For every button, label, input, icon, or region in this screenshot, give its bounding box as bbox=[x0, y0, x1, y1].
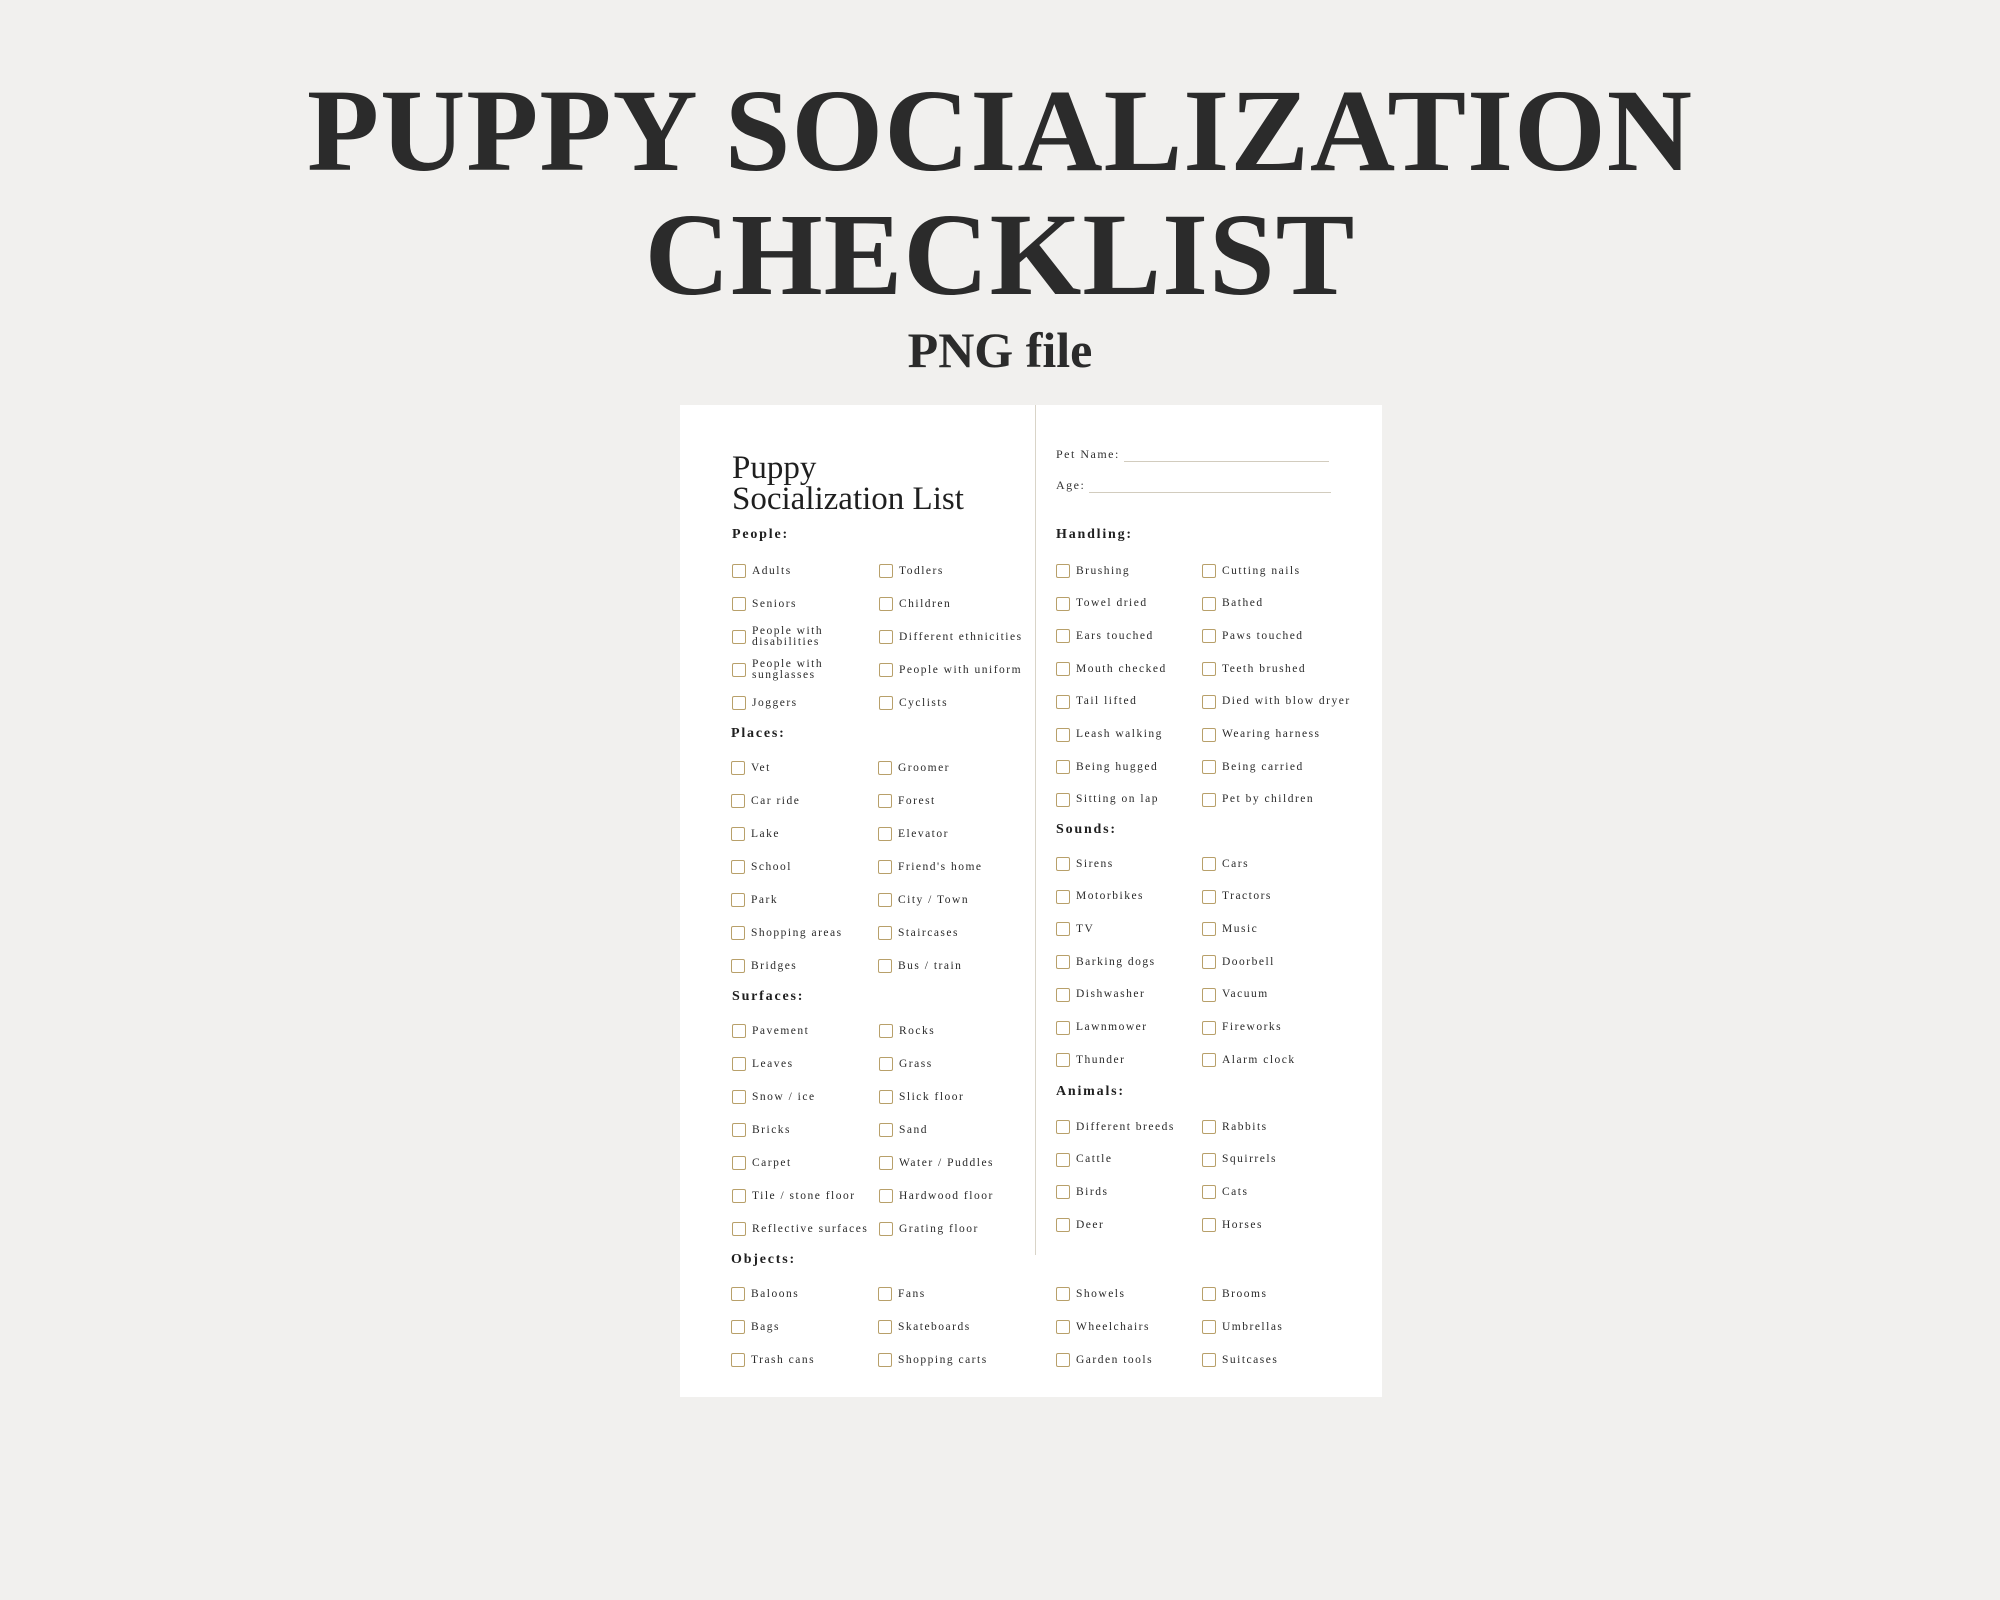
checklist-item-label: Bricks bbox=[752, 1123, 792, 1136]
checklist-item-sounds[interactable] bbox=[1056, 1011, 1206, 1045]
checkbox[interactable] bbox=[732, 564, 746, 578]
checklist-item-surfaces[interactable] bbox=[732, 1014, 882, 1048]
checklist-item-label: Water / Puddles bbox=[899, 1156, 995, 1169]
file-type-subtitle: PNG file bbox=[907, 322, 1093, 378]
section-title-people: People: bbox=[732, 527, 789, 542]
checklist-item-handling[interactable] bbox=[1202, 685, 1352, 719]
checklist-item-places[interactable] bbox=[731, 949, 881, 983]
checklist-item-animals[interactable] bbox=[1056, 1208, 1206, 1242]
checklist-item-people[interactable] bbox=[879, 587, 1029, 621]
checkbox[interactable] bbox=[1202, 1053, 1216, 1067]
checkbox[interactable] bbox=[732, 1156, 746, 1170]
checkbox[interactable] bbox=[1202, 955, 1216, 969]
checkbox[interactable] bbox=[731, 893, 745, 907]
checklist-item-label: Umbrellas bbox=[1222, 1320, 1284, 1333]
checklist-item-sounds[interactable] bbox=[1056, 880, 1206, 914]
checkbox[interactable] bbox=[1202, 728, 1216, 742]
checklist-item-surfaces[interactable] bbox=[732, 1179, 882, 1213]
checklist-item-places[interactable] bbox=[731, 784, 881, 818]
checkbox[interactable] bbox=[879, 1057, 893, 1071]
age-input-line[interactable] bbox=[1089, 480, 1331, 493]
checkbox[interactable] bbox=[1202, 988, 1216, 1002]
sheet-title-line-2: Socialization List bbox=[732, 481, 964, 517]
checklist-item-label: Staircases bbox=[898, 926, 959, 939]
checklist-item-label: Wheelchairs bbox=[1076, 1320, 1150, 1333]
checklist-item-label: Vet bbox=[751, 761, 771, 774]
checklist-item-label: Motorbikes bbox=[1076, 890, 1145, 903]
checkbox[interactable] bbox=[1056, 760, 1070, 774]
checkbox[interactable] bbox=[879, 1024, 893, 1038]
checkbox[interactable] bbox=[731, 860, 745, 874]
checklist-item-handling[interactable] bbox=[1202, 652, 1352, 686]
checklist-item-surfaces[interactable] bbox=[879, 1113, 1029, 1147]
age-label: Age: bbox=[1056, 478, 1086, 492]
checkbox[interactable] bbox=[732, 696, 746, 710]
checklist-item-places[interactable] bbox=[878, 883, 1028, 917]
checklist-item-label: Garden tools bbox=[1076, 1353, 1154, 1366]
checklist-item-label: Rocks bbox=[899, 1024, 936, 1037]
checkbox[interactable] bbox=[1056, 629, 1070, 643]
checkbox[interactable] bbox=[1056, 1021, 1070, 1035]
checklist-item-label: Groomer bbox=[898, 761, 951, 774]
checkbox[interactable] bbox=[879, 696, 893, 710]
checklist-item-label: Carpet bbox=[752, 1156, 792, 1169]
checklist-item-surfaces[interactable] bbox=[732, 1047, 882, 1081]
checklist-item-places[interactable] bbox=[878, 949, 1028, 983]
checkbox[interactable] bbox=[879, 630, 893, 644]
checklist-item-objects[interactable] bbox=[1056, 1310, 1206, 1344]
checkbox[interactable] bbox=[1056, 793, 1070, 807]
checklist-item-label: Showels bbox=[1076, 1287, 1126, 1300]
checklist-item-handling[interactable] bbox=[1056, 587, 1206, 621]
checkbox[interactable] bbox=[878, 1320, 892, 1334]
checklist-item-objects[interactable] bbox=[1202, 1277, 1352, 1311]
checkbox[interactable] bbox=[1056, 1287, 1070, 1301]
pet-name-field[interactable] bbox=[1056, 447, 1329, 462]
checkbox[interactable] bbox=[878, 761, 892, 775]
checklist-item-label: Cars bbox=[1222, 857, 1250, 870]
checklist-item-label: People with sunglasses bbox=[752, 658, 824, 681]
checkbox[interactable] bbox=[731, 794, 745, 808]
checkbox[interactable] bbox=[1202, 662, 1216, 676]
checklist-item-label: Cattle bbox=[1076, 1153, 1113, 1166]
section-title-animals: Animals: bbox=[1056, 1084, 1125, 1099]
checklist-item-label: Wearing harness bbox=[1222, 728, 1321, 740]
checklist-item-people[interactable] bbox=[732, 620, 882, 654]
checklist-item-label: Being carried bbox=[1222, 760, 1304, 773]
checkbox[interactable] bbox=[879, 1156, 893, 1170]
checklist-item-places[interactable] bbox=[878, 850, 1028, 884]
checklist-item-objects[interactable] bbox=[878, 1310, 1028, 1344]
age-field[interactable] bbox=[1056, 478, 1331, 493]
checkbox[interactable] bbox=[1202, 1153, 1216, 1167]
section-title-sounds: Sounds: bbox=[1056, 822, 1117, 837]
checkbox[interactable] bbox=[1056, 890, 1070, 904]
checklist-item-handling[interactable] bbox=[1056, 750, 1206, 784]
checklist-item-label: Hardwood floor bbox=[899, 1189, 994, 1202]
checklist-item-label: City / Town bbox=[898, 893, 970, 906]
checklist-item-handling[interactable] bbox=[1202, 554, 1352, 588]
checklist-item-label: People with uniform bbox=[899, 663, 1023, 676]
checklist-item-label: Slick floor bbox=[899, 1090, 965, 1103]
checklist-item-label: Car ride bbox=[751, 794, 801, 807]
checkbox[interactable] bbox=[1202, 922, 1216, 936]
checkbox[interactable] bbox=[1202, 1185, 1216, 1199]
checkbox[interactable] bbox=[732, 1222, 746, 1236]
checkbox[interactable] bbox=[731, 1353, 745, 1367]
checklist-item-label: Ears touched bbox=[1076, 629, 1154, 642]
checkbox[interactable] bbox=[1056, 955, 1070, 969]
checkbox[interactable] bbox=[1056, 695, 1070, 709]
checkbox[interactable] bbox=[878, 1353, 892, 1367]
checklist-item-label: Lake bbox=[751, 827, 780, 840]
checklist-item-label: Leaves bbox=[752, 1057, 794, 1070]
checklist-item-label: Brooms bbox=[1222, 1287, 1268, 1300]
checkbox[interactable] bbox=[731, 926, 745, 940]
checkbox[interactable] bbox=[1056, 857, 1070, 871]
checklist-item-people[interactable] bbox=[732, 686, 882, 720]
checklist-item-label: Towel dried bbox=[1076, 597, 1148, 610]
checklist-item-people[interactable] bbox=[879, 554, 1029, 588]
checklist-item-surfaces[interactable] bbox=[879, 1146, 1029, 1180]
checklist-item-label: Different breeds bbox=[1076, 1120, 1175, 1133]
checkbox[interactable] bbox=[1056, 728, 1070, 742]
checklist-item-sounds[interactable] bbox=[1202, 912, 1352, 946]
checklist-item-label: Leash walking bbox=[1076, 728, 1163, 740]
checkbox[interactable] bbox=[732, 1024, 746, 1038]
checkbox[interactable] bbox=[1056, 922, 1070, 936]
checklist-item-sounds[interactable] bbox=[1202, 880, 1352, 914]
sheet-title bbox=[732, 450, 964, 517]
checklist-item-sounds[interactable] bbox=[1202, 847, 1352, 881]
checklist-item-label: School bbox=[751, 860, 792, 873]
checklist-item-label: TV bbox=[1076, 922, 1095, 935]
checklist-item-sounds[interactable] bbox=[1056, 978, 1206, 1012]
checklist-item-label: Tile / stone floor bbox=[752, 1189, 856, 1202]
checklist-item-sounds[interactable] bbox=[1202, 1043, 1352, 1077]
checklist-item-label: Park bbox=[751, 893, 779, 906]
checkbox[interactable] bbox=[732, 1057, 746, 1071]
checklist-item-places[interactable] bbox=[731, 850, 881, 884]
checklist-item-handling[interactable] bbox=[1202, 718, 1352, 752]
checkbox[interactable] bbox=[1202, 564, 1216, 578]
checklist-item-handling[interactable] bbox=[1202, 750, 1352, 784]
main-title-line-2: CHECKLIST bbox=[644, 189, 1356, 320]
checklist-item-handling[interactable] bbox=[1056, 685, 1206, 719]
checkbox[interactable] bbox=[879, 1123, 893, 1137]
checklist-item-places[interactable] bbox=[731, 751, 881, 785]
checklist-item-surfaces[interactable] bbox=[879, 1014, 1029, 1048]
checklist-item-sounds[interactable] bbox=[1056, 847, 1206, 881]
checklist-item-label: Music bbox=[1222, 922, 1259, 935]
checklist-item-label: Birds bbox=[1076, 1185, 1109, 1198]
checkbox[interactable] bbox=[878, 1287, 892, 1301]
checklist-item-animals[interactable] bbox=[1056, 1110, 1206, 1144]
checkbox[interactable] bbox=[1202, 1218, 1216, 1232]
checklist-item-objects[interactable] bbox=[1056, 1277, 1206, 1311]
checklist-item-places[interactable] bbox=[878, 817, 1028, 851]
checklist-item-label: Skateboards bbox=[898, 1320, 971, 1333]
checklist-item-label: Elevator bbox=[898, 827, 949, 840]
checklist-item-surfaces[interactable] bbox=[732, 1212, 882, 1246]
checklist-item-label: Bus / train bbox=[898, 959, 963, 972]
checklist-item-label: Dishwasher bbox=[1076, 988, 1146, 1001]
checkbox[interactable] bbox=[1056, 988, 1070, 1002]
checklist-item-label: Bags bbox=[751, 1320, 780, 1333]
checklist-item-label: Adults bbox=[752, 564, 792, 577]
checklist-item-handling[interactable] bbox=[1056, 783, 1206, 817]
checklist-item-label: Todlers bbox=[899, 564, 944, 577]
checklist-item-label: Horses bbox=[1222, 1218, 1263, 1231]
checkbox[interactable] bbox=[731, 827, 745, 841]
checkbox[interactable] bbox=[731, 1320, 745, 1334]
pet-name-label: Pet Name: bbox=[1056, 447, 1120, 461]
checkbox[interactable] bbox=[878, 794, 892, 808]
checklist-item-label: Deer bbox=[1076, 1218, 1105, 1231]
checklist-item-label: Joggers bbox=[752, 696, 798, 709]
checklist-item-label: Sirens bbox=[1076, 857, 1114, 870]
checklist-item-places[interactable] bbox=[731, 916, 881, 950]
section-title-surfaces: Surfaces: bbox=[732, 989, 805, 1004]
checklist-item-sounds[interactable] bbox=[1056, 912, 1206, 946]
checklist-item-surfaces[interactable] bbox=[879, 1080, 1029, 1114]
checklist-item-label: Trash cans bbox=[751, 1353, 816, 1366]
checklist-item-label: Snow / ice bbox=[752, 1090, 816, 1103]
checkbox[interactable] bbox=[1202, 597, 1216, 611]
checklist-item-label: Seniors bbox=[752, 597, 797, 610]
checklist-item-surfaces[interactable] bbox=[879, 1179, 1029, 1213]
checklist-item-label: Alarm clock bbox=[1222, 1053, 1296, 1066]
checklist-item-label: Shopping areas bbox=[751, 926, 843, 939]
checklist-item-surfaces[interactable] bbox=[732, 1080, 882, 1114]
checklist-item-label: Pet by children bbox=[1222, 793, 1315, 806]
checklist-item-label: Cutting nails bbox=[1222, 564, 1301, 577]
sheet-title-line-1: Puppy bbox=[732, 450, 817, 486]
section-title-places: Places: bbox=[731, 726, 786, 741]
checklist-item-label: Fireworks bbox=[1222, 1021, 1283, 1033]
checkbox[interactable] bbox=[1056, 597, 1070, 611]
checkbox[interactable] bbox=[732, 630, 746, 644]
checklist-item-objects[interactable] bbox=[1202, 1343, 1352, 1377]
checklist-item-people[interactable] bbox=[732, 653, 882, 687]
checklist-item-label: Died with blow dryer bbox=[1222, 695, 1351, 708]
checklist-item-handling[interactable] bbox=[1202, 619, 1352, 653]
checkbox[interactable] bbox=[1202, 793, 1216, 807]
checklist-item-label: Squirrels bbox=[1222, 1153, 1278, 1166]
checklist-item-handling[interactable] bbox=[1056, 652, 1206, 686]
checklist-item-places[interactable] bbox=[878, 916, 1028, 950]
checklist-item-label: Thunder bbox=[1076, 1053, 1126, 1066]
checkbox[interactable] bbox=[1056, 564, 1070, 578]
checklist-item-label: Shopping carts bbox=[898, 1353, 988, 1366]
checkbox[interactable] bbox=[878, 827, 892, 841]
checklist-item-sounds[interactable] bbox=[1056, 945, 1206, 979]
checklist-item-label: Brushing bbox=[1076, 564, 1131, 577]
checklist-item-label: Mouth checked bbox=[1076, 662, 1167, 675]
checkbox[interactable] bbox=[878, 926, 892, 940]
checklist-item-animals[interactable] bbox=[1202, 1208, 1352, 1242]
checklist-item-label: Baloons bbox=[751, 1287, 800, 1300]
checkbox[interactable] bbox=[1056, 1320, 1070, 1334]
checkbox[interactable] bbox=[879, 564, 893, 578]
checkbox[interactable] bbox=[1202, 1353, 1216, 1367]
checkbox[interactable] bbox=[879, 1222, 893, 1236]
checkbox[interactable] bbox=[879, 1090, 893, 1104]
checklist-item-people[interactable] bbox=[732, 554, 882, 588]
checklist-item-sounds[interactable] bbox=[1202, 1011, 1352, 1045]
checklist-item-people[interactable] bbox=[879, 686, 1029, 720]
checklist-item-label: People with disabilities bbox=[752, 625, 824, 648]
checklist-item-handling[interactable] bbox=[1202, 587, 1352, 621]
checklist-item-sounds[interactable] bbox=[1202, 945, 1352, 979]
checkbox[interactable] bbox=[731, 959, 745, 973]
checkbox[interactable] bbox=[1056, 1153, 1070, 1167]
checklist-item-objects[interactable] bbox=[731, 1343, 881, 1377]
checklist-item-objects[interactable] bbox=[1056, 1343, 1206, 1377]
checklist-item-label: Sand bbox=[899, 1123, 928, 1136]
checklist-item-label: Grass bbox=[899, 1057, 933, 1070]
checklist-item-places[interactable] bbox=[878, 784, 1028, 818]
checkbox[interactable] bbox=[879, 1189, 893, 1203]
checkbox[interactable] bbox=[1202, 695, 1216, 709]
checklist-item-label: Sitting on lap bbox=[1076, 793, 1159, 806]
checkbox[interactable] bbox=[732, 1123, 746, 1137]
checklist-item-objects[interactable] bbox=[878, 1277, 1028, 1311]
checkbox[interactable] bbox=[878, 860, 892, 874]
checklist-item-label: Different ethnicities bbox=[899, 630, 1023, 643]
checklist-item-people[interactable] bbox=[879, 653, 1029, 687]
checklist-item-label: Barking dogs bbox=[1076, 955, 1156, 968]
checklist-item-label: Cyclists bbox=[899, 696, 949, 709]
checklist-item-label: Rabbits bbox=[1222, 1120, 1268, 1133]
checklist-item-animals[interactable] bbox=[1202, 1110, 1352, 1144]
checkbox[interactable] bbox=[731, 761, 745, 775]
checklist-item-places[interactable] bbox=[878, 751, 1028, 785]
checklist-item-surfaces[interactable] bbox=[732, 1113, 882, 1147]
checklist-item-animals[interactable] bbox=[1056, 1175, 1206, 1209]
checklist-item-label: Children bbox=[899, 597, 952, 610]
checklist-item-objects[interactable] bbox=[1202, 1310, 1352, 1344]
checkbox[interactable] bbox=[731, 1287, 745, 1301]
checklist-item-sounds[interactable] bbox=[1056, 1043, 1206, 1077]
checklist-item-objects[interactable] bbox=[731, 1277, 881, 1311]
checklist-item-label: Reflective surfaces bbox=[752, 1222, 869, 1235]
checklist-item-label: Fans bbox=[898, 1287, 926, 1300]
checkbox[interactable] bbox=[1202, 629, 1216, 643]
checklist-item-surfaces[interactable] bbox=[732, 1146, 882, 1180]
checkbox[interactable] bbox=[732, 1090, 746, 1104]
checklist-item-label: Lawnmower bbox=[1076, 1021, 1148, 1033]
checklist-item-label: Cats bbox=[1222, 1185, 1249, 1198]
pet-name-input-line[interactable] bbox=[1124, 449, 1329, 462]
section-title-objects: Objects: bbox=[731, 1252, 796, 1267]
main-title-line-1: PUPPY SOCIALIZATION bbox=[307, 65, 1693, 196]
checklist-item-handling[interactable] bbox=[1056, 619, 1206, 653]
checklist-item-label: Teeth brushed bbox=[1222, 662, 1307, 675]
checklist-item-label: Bathed bbox=[1222, 597, 1264, 610]
section-title-handling: Handling: bbox=[1056, 527, 1133, 542]
checklist-item-surfaces[interactable] bbox=[879, 1047, 1029, 1081]
checkbox[interactable] bbox=[1056, 1185, 1070, 1199]
checkbox[interactable] bbox=[1202, 857, 1216, 871]
checklist-item-sounds[interactable] bbox=[1202, 978, 1352, 1012]
checkbox[interactable] bbox=[879, 597, 893, 611]
checkbox[interactable] bbox=[1056, 1053, 1070, 1067]
checklist-item-handling[interactable] bbox=[1056, 554, 1206, 588]
checklist-item-places[interactable] bbox=[731, 817, 881, 851]
checkbox[interactable] bbox=[878, 959, 892, 973]
checklist-item-label: Vacuum bbox=[1222, 988, 1269, 1001]
checklist-item-handling[interactable] bbox=[1056, 718, 1206, 752]
checklist-item-label: Being hugged bbox=[1076, 760, 1159, 773]
checkbox[interactable] bbox=[1202, 1287, 1216, 1301]
checkbox[interactable] bbox=[1202, 760, 1216, 774]
checklist-item-label: Tail lifted bbox=[1076, 695, 1138, 708]
checkbox[interactable] bbox=[732, 1189, 746, 1203]
checklist-item-people[interactable] bbox=[879, 620, 1029, 654]
checklist-item-places[interactable] bbox=[731, 883, 881, 917]
checkbox[interactable] bbox=[1202, 890, 1216, 904]
column-divider bbox=[1035, 405, 1036, 1255]
checkbox[interactable] bbox=[879, 663, 893, 677]
checklist-item-label: Paws touched bbox=[1222, 629, 1304, 642]
checkbox[interactable] bbox=[1202, 1021, 1216, 1035]
checkbox[interactable] bbox=[1202, 1120, 1216, 1134]
checkbox[interactable] bbox=[1056, 1218, 1070, 1232]
checklist-item-objects[interactable] bbox=[731, 1310, 881, 1344]
checkbox[interactable] bbox=[1056, 1353, 1070, 1367]
checklist-item-animals[interactable] bbox=[1202, 1143, 1352, 1177]
checklist-item-animals[interactable] bbox=[1056, 1143, 1206, 1177]
checklist-item-handling[interactable] bbox=[1202, 783, 1352, 817]
checkbox[interactable] bbox=[878, 893, 892, 907]
checklist-item-people[interactable] bbox=[732, 587, 882, 621]
checklist-item-animals[interactable] bbox=[1202, 1175, 1352, 1209]
checklist-item-label: Doorbell bbox=[1222, 955, 1275, 968]
checklist-item-label: Tractors bbox=[1222, 890, 1272, 903]
checkbox[interactable] bbox=[1202, 1320, 1216, 1334]
checklist-item-label: Suitcases bbox=[1222, 1353, 1279, 1366]
checklist-item-label: Forest bbox=[898, 794, 936, 807]
checklist-item-surfaces[interactable] bbox=[879, 1212, 1029, 1246]
checkbox[interactable] bbox=[732, 663, 746, 677]
checkbox[interactable] bbox=[732, 597, 746, 611]
checklist-item-label: Grating floor bbox=[899, 1222, 979, 1235]
checklist-sheet bbox=[680, 405, 1382, 1397]
checklist-item-label: Friend's home bbox=[898, 860, 983, 873]
checkbox[interactable] bbox=[1056, 1120, 1070, 1134]
checklist-item-objects[interactable] bbox=[878, 1343, 1028, 1377]
checklist-item-label: Pavement bbox=[752, 1024, 810, 1037]
checkbox[interactable] bbox=[1056, 662, 1070, 676]
checklist-item-label: Bridges bbox=[751, 959, 798, 972]
